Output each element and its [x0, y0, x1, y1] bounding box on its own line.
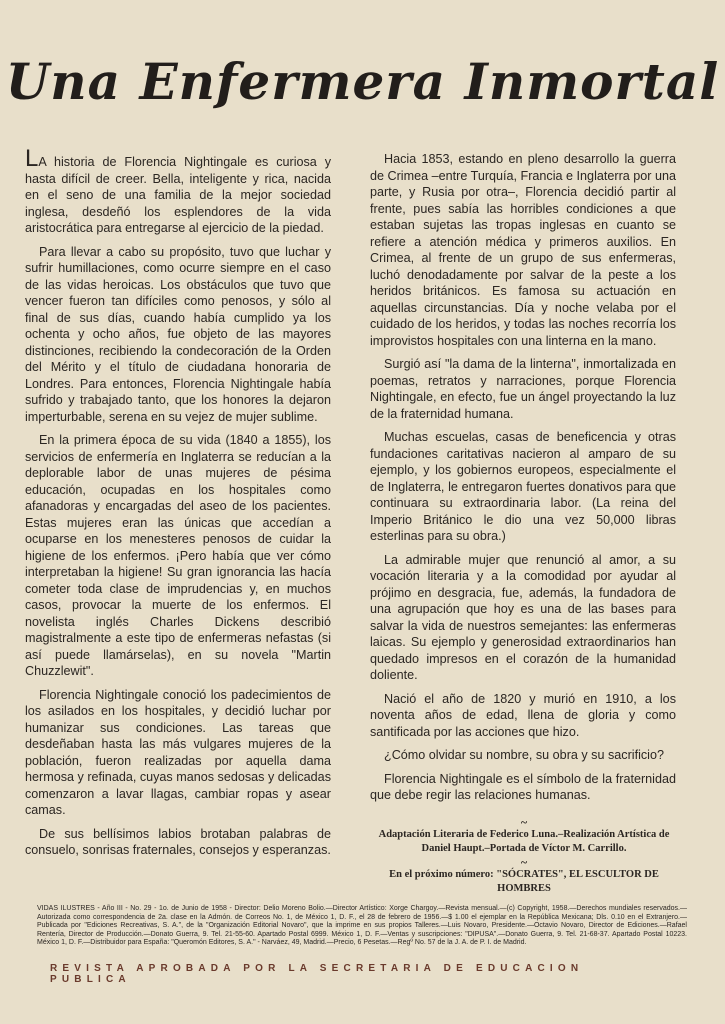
paragraph: LA historia de Florencia Nightingale es curiosa y hasta difícil de creer. Bella, inteligente y rica, nacida en el seno de una familia de la mejor sociedad inglesa, desdeñó los esplendores de la vida aristocrática para entregarse al ejercicio de la piedad. — [25, 145, 331, 235]
paragraph: Nació el año de 1820 y murió en 1910, a los noventa años de edad, llena de gloria y como santificada por las acciones que hizo. — [370, 691, 676, 739]
credits — [368, 816, 680, 896]
article-title: Una Enfermera Inmortal — [5, 52, 720, 111]
right-column — [370, 151, 676, 811]
next-issue: En el próximo número: "SÓCRATES", EL ESCULTOR DE HOMBRES — [389, 869, 659, 894]
paragraph: Para llevar a cabo su propósito, tuvo que luchar y sufrir humillaciones, como ocurre siempre en el caso de las vidas heroicas. Los obstáculos que tuvo que vencer fueron tan difíciles como penosos, y sólo al final de sus días, cuando había cumplido ya los ochenta y ocho años, fue objeto de las mayores distinciones, recibiendo la condecoración de la Orden del Mérito y el título de ciudadana honoraria de Londres. Para entonces, Florencia Nightingale había sufrido y trabajado tanto, que los honores la dejaron imperturbable, serena en su vejez de mujer sublime. — [25, 244, 331, 424]
paragraph: Surgió así "la dama de la linterna", inmortalizada en poemas, retratos y narraciones, porque Florencia Nightingale, en efecto, fue un ángel proyectando la luz de la fraternidad humana. — [370, 357, 676, 421]
separator: ~ — [520, 855, 528, 869]
paragraph: Florencia Nightingale conoció los padecimientos de los asilados en los hospitales, y decidió luchar por humanizar sus condiciones. Las tareas que desdeñaban hasta las más vulgares mujeres de la población, fueron realizadas por aquella dama hermosa y refinada, cuyas manos sedosas y delicadas comenzaron a lavar llagas, cambiar ropas y asear camas. — [25, 687, 331, 817]
paragraph: ¿Cómo olvidar su nombre, su obra y su sacrificio? — [384, 748, 664, 762]
paragraph: Muchas escuelas, casas de beneficencia y otras fundaciones caritativas nacieron al amparo de su ejemplo, y los gobiernos europeos, especialmente el de Inglaterra, le entregaron fuertes donativos para que continuara su extraordinaria labor. (La reina del Imperio Británico le dio una vez 50,000 libras esterlinas para su obra.) — [370, 430, 676, 543]
imprint: VIDAS ILUSTRES - Año III - No. 29 - 1o. de Junio de 1958 - Director: Delio Moreno Bolio.—Director Artístico: Xorge Chargoy.—Revista mensual.—(c) Copyright, 1958.—Derechos mundiales reservados.—Autorizada como correspondencia de 2a. clase en la Admón. de Correos No. 1, de México 1, D. F., el 28 de febrero de 1956.—$ 1.00 el ejemplar en la República Mexicana; Dls. 0.10 en el Extranjero.—Publicada por "Ediciones Recreativas, S. A.", de la "Organización Editorial Novaro", que la imprime en sus propios Talleres.—Luis Novaro, Presidente.—Octavio Novaro, Director de Ediciones.—Rafael Rentería, Director de Producción.—Donato Guerra, 9. Tel. 21-55-60. Apartado Postal 6999. México 1, D. F.—Ventas y suscripciones: "DIPUSA".—Donato Guerra, 9. Tel. 21-68-37. Apartado Postal 10223. México 1, D. F.—Distribuidor para España: "Queromón Editores, S. A." - Narváez, 49, Madrid.—Precio, 6 Pesetas.—Regº No. 57 de la J. A. de P. I. de Madrid. — [37, 905, 687, 947]
left-column — [25, 145, 331, 866]
paragraph: La admirable mujer que renunció al amor, a su vocación literaria y a la comodidad por ayudar al prójimo en desgracia, fue, además, la fundadora de una agrupación que hoy es una de las bases para salvar la vida de nuestros semejantes: las enfermeras laicas. Su ejemplo y generosidad extraordinarios han quedado impresos en el corazón de la humanidad doliente. — [370, 552, 676, 682]
paragraph: Hacia 1853, estando en pleno desarrollo la guerra de Crimea –entre Turquía, Francia e Inglaterra por una parte, y Rusia por otra–, Florencia decidió partir al frente, pues sabía las horribles condiciones a que estaban sujetas las tropas inglesas en cuanto se refiere a atención médica y primeros auxilios. En Crimea, al frente de un grupo de sus enfermeras, luchó denodadamente por salvar de la peste a los heridos británicos. Es famosa su actuación en aquellas circunstancias. Día y noche velaba por el cuidado de los heridos, y todas las noches recorría los improvistos hospitales con una linterna en la mano. — [370, 152, 676, 348]
approval-notice: REVISTA APROBADA POR LA SECRETARIA DE EDUCACION PUBLICA — [50, 963, 584, 985]
drop-cap: L — [25, 145, 39, 172]
adaptation-credits: Adaptación Literaria de Federico Luna.–Realización Artística de Daniel Haupt.–Portada de Víctor M. Carrillo. — [378, 829, 670, 854]
paragraph: En la primera época de su vida (1840 a 1855), los servicios de enfermería en Inglaterra se reducían a la deplorable labor de unas mujeres de pésima educación, ocupadas en los hospitales como afanadoras y encargadas del aseo de los pacientes. Estas mujeres eran las únicas que accedían a ocuparse en los menesteres penosos de cuidar la higiene de los enfermos. ¡Pero había que ver cómo interpretaban la higiene! Su gran ignorancia las hacía cometer toda clase de imprudencias y, en muchos casos, provocar la muerte de los enfermos. El novelista inglés Charles Dickens describió magistralmente a este tipo de enfermeras nefastas (si así puede llamárselas), en su novela "Martin Chuzzlewit". — [25, 433, 331, 678]
paragraph: De sus bellísimos labios brotaban palabras de consuelo, sonrisas fraternales, consejos y esperanzas. — [25, 826, 331, 857]
paragraph: Florencia Nightingale es el símbolo de la fraternidad que debe regir las relaciones humanas. — [370, 771, 676, 802]
separator: ~ — [520, 815, 528, 829]
